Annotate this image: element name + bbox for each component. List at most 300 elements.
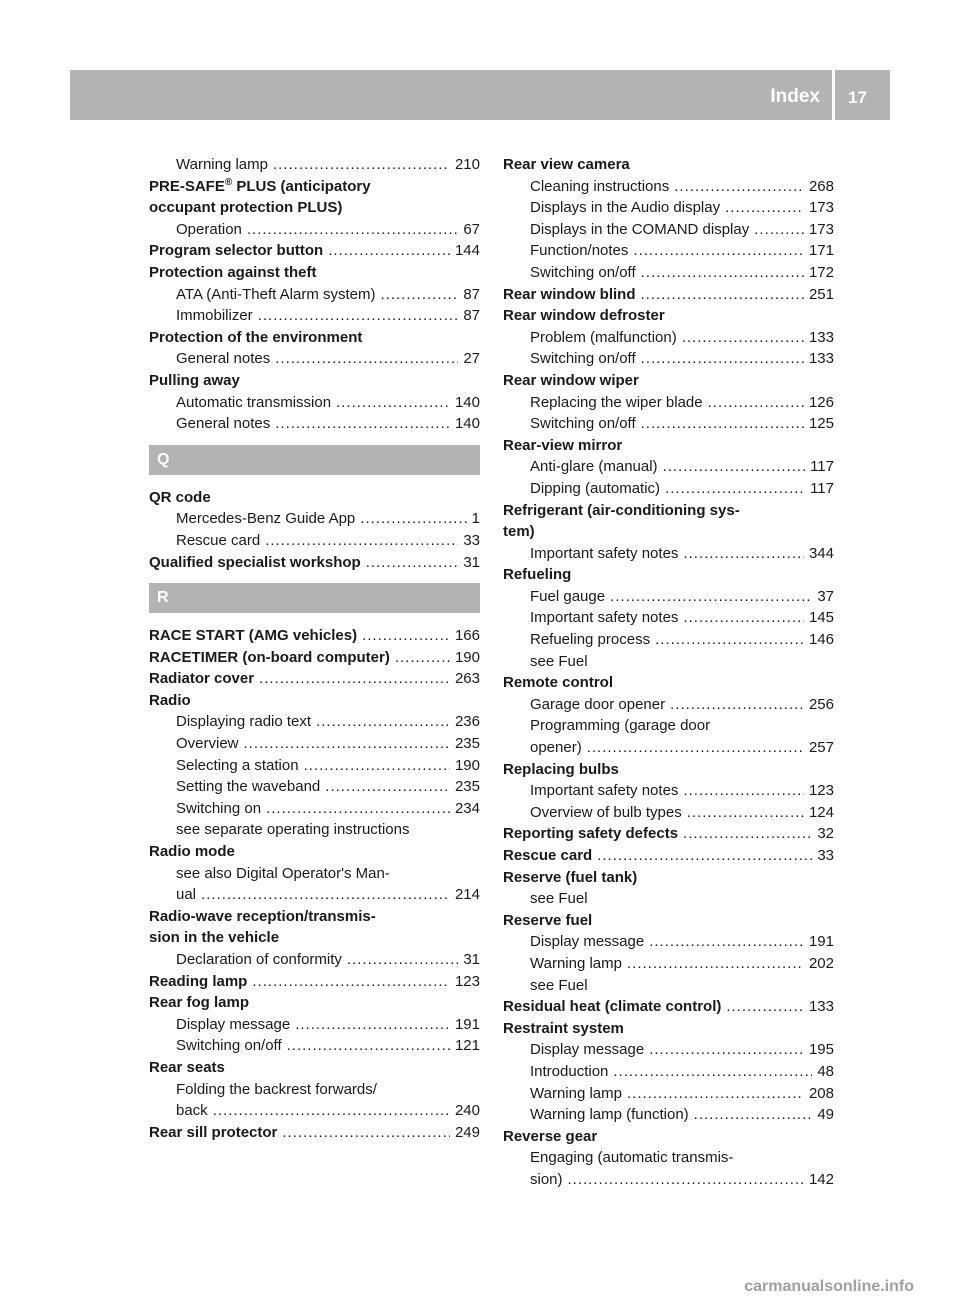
page-reference[interactable]: 133 bbox=[808, 328, 834, 346]
index-subentry[interactable] bbox=[503, 802, 834, 824]
entry-label: Switching on/off bbox=[530, 415, 636, 433]
section-header: Q bbox=[149, 445, 480, 475]
dot-leader bbox=[265, 530, 458, 552]
index-entry bbox=[149, 370, 480, 392]
entry-label: Dipping (automatic) bbox=[530, 479, 661, 497]
index-subentry bbox=[503, 651, 834, 673]
entry-label: Rescue card bbox=[503, 847, 593, 864]
page-reference[interactable]: 344 bbox=[808, 544, 834, 562]
dot-leader bbox=[244, 733, 450, 755]
page-reference[interactable]: 67 bbox=[463, 220, 480, 238]
page-reference[interactable]: 235 bbox=[454, 778, 480, 796]
index-entry bbox=[503, 154, 834, 176]
index-entry[interactable] bbox=[149, 971, 480, 993]
index-subentry[interactable] bbox=[149, 348, 480, 370]
page-reference[interactable]: 210 bbox=[454, 156, 480, 173]
index-subentry[interactable] bbox=[503, 1039, 834, 1061]
index-subentry[interactable] bbox=[149, 392, 480, 414]
index-entry bbox=[503, 564, 834, 586]
dot-leader bbox=[641, 413, 804, 435]
dot-leader bbox=[610, 586, 812, 608]
page-reference[interactable]: 240 bbox=[454, 1102, 480, 1120]
entry-label: see Fuel bbox=[530, 652, 588, 670]
index-entry[interactable] bbox=[149, 552, 480, 574]
entry-label: Setting the waveband bbox=[176, 778, 321, 796]
index-subentry[interactable] bbox=[503, 1169, 834, 1191]
entry-label: Cleaning instructions bbox=[530, 177, 670, 195]
dot-leader bbox=[687, 802, 804, 824]
index-column-left bbox=[149, 154, 480, 1143]
entry-label: Displays in the Audio display bbox=[530, 199, 721, 217]
entry-label: Refrigerant (air-conditioning sys- bbox=[503, 501, 740, 519]
index-subentry[interactable] bbox=[149, 305, 480, 327]
page-reference[interactable]: 48 bbox=[817, 1062, 834, 1080]
index-subentry[interactable] bbox=[503, 780, 834, 802]
entry-label: Introduction bbox=[530, 1062, 609, 1080]
page-reference[interactable]: 234 bbox=[454, 799, 480, 817]
dot-leader bbox=[259, 668, 450, 690]
index-subentry[interactable] bbox=[503, 240, 834, 262]
dot-leader bbox=[287, 1035, 450, 1057]
index-entry bbox=[503, 672, 834, 694]
index-subentry[interactable] bbox=[503, 586, 834, 608]
index-subentry[interactable] bbox=[503, 1104, 834, 1126]
entry-label: Reading lamp bbox=[149, 972, 248, 990]
entry-label: Radio bbox=[149, 691, 191, 709]
index-subentry[interactable] bbox=[149, 508, 480, 530]
entry-label: Fuel gauge bbox=[530, 587, 606, 605]
page-reference[interactable]: 144 bbox=[454, 242, 480, 260]
entry-label: Warning lamp (function) bbox=[530, 1106, 689, 1124]
index-subentry[interactable] bbox=[503, 694, 834, 716]
index-subentry[interactable] bbox=[149, 776, 480, 798]
entry-label: Warning lamp bbox=[530, 1084, 622, 1102]
entry-label: QR code bbox=[149, 488, 211, 506]
entry-label: Restraint system bbox=[503, 1019, 624, 1037]
dot-leader bbox=[316, 711, 450, 733]
page-reference[interactable]: 125 bbox=[808, 415, 834, 433]
index-entry bbox=[149, 841, 480, 863]
entry-label: Rear seats bbox=[149, 1058, 225, 1076]
entry-label: Overview of bulb types bbox=[530, 803, 682, 821]
page-reference[interactable]: 251 bbox=[808, 285, 834, 303]
index-subentry[interactable] bbox=[503, 953, 834, 975]
dot-leader bbox=[325, 776, 450, 798]
index-subentry[interactable] bbox=[503, 629, 834, 651]
entry-label: Rear window wiper bbox=[503, 371, 639, 389]
entry-label: Display message bbox=[176, 1015, 291, 1033]
index-entry bbox=[149, 690, 480, 712]
entry-label: Declaration of conformity bbox=[176, 951, 342, 968]
index-entry bbox=[503, 867, 834, 889]
page-reference[interactable]: 140 bbox=[454, 393, 480, 411]
page-reference[interactable]: 214 bbox=[454, 886, 480, 904]
index-subentry bbox=[503, 975, 834, 997]
dot-leader bbox=[670, 694, 804, 716]
entry-label: see separate operating instructions bbox=[176, 821, 410, 839]
page-reference[interactable]: 166 bbox=[454, 627, 480, 645]
index-subentry[interactable] bbox=[149, 1100, 480, 1122]
dot-leader bbox=[295, 1014, 450, 1036]
page-reference[interactable]: 133 bbox=[808, 350, 834, 368]
index-entry bbox=[149, 176, 480, 198]
index-entry bbox=[503, 759, 834, 781]
page-reference[interactable]: 173 bbox=[808, 220, 834, 238]
entry-label: Rescue card bbox=[176, 531, 261, 549]
entry-label: Important safety notes bbox=[530, 609, 679, 627]
page-reference[interactable]: 202 bbox=[808, 954, 834, 972]
entry-label: Rear window defroster bbox=[503, 307, 665, 325]
index-entry[interactable] bbox=[149, 1122, 480, 1144]
index-subentry[interactable] bbox=[149, 530, 480, 552]
entry-label: Anti-glare (manual) bbox=[530, 458, 658, 476]
dot-leader bbox=[613, 1061, 812, 1083]
page-reference[interactable]: 31 bbox=[463, 951, 480, 968]
dot-leader bbox=[273, 154, 450, 176]
page-reference[interactable]: 87 bbox=[463, 307, 480, 325]
entry-label: Rear window blind bbox=[503, 285, 636, 303]
index-subentry[interactable] bbox=[149, 154, 480, 176]
entry-label: Displaying radio text bbox=[176, 713, 312, 731]
page-reference[interactable]: 126 bbox=[808, 393, 834, 411]
entry-label: Reserve (fuel tank) bbox=[503, 868, 638, 886]
page-reference[interactable]: 32 bbox=[817, 825, 834, 843]
index-subentry bbox=[149, 1079, 480, 1101]
index-entry bbox=[503, 435, 834, 457]
dot-leader bbox=[683, 607, 804, 629]
entry-label: Protection against theft bbox=[149, 263, 317, 281]
index-entry bbox=[503, 370, 834, 392]
entry-label: Refueling process bbox=[530, 631, 651, 649]
index-subentry[interactable] bbox=[149, 884, 480, 906]
entry-label: see Fuel bbox=[530, 976, 588, 994]
page-number: 17 bbox=[848, 88, 867, 107]
entry-label: Rear-view mirror bbox=[503, 436, 623, 454]
page-reference[interactable]: 191 bbox=[454, 1015, 480, 1033]
index-subentry[interactable] bbox=[149, 1035, 480, 1057]
dot-leader bbox=[568, 1169, 804, 1191]
dot-leader bbox=[725, 197, 804, 219]
page-reference[interactable]: 257 bbox=[808, 739, 834, 757]
index-subentry bbox=[503, 888, 834, 910]
dot-leader bbox=[683, 543, 804, 565]
index-entry bbox=[149, 487, 480, 509]
dot-leader bbox=[641, 348, 804, 370]
entry-label: Rear fog lamp bbox=[149, 994, 250, 1012]
page-reference[interactable]: 190 bbox=[454, 648, 480, 666]
index-subentry[interactable] bbox=[149, 284, 480, 306]
index-entry bbox=[149, 992, 480, 1014]
page-reference[interactable]: 268 bbox=[808, 177, 834, 195]
entry-label: Qualified specialist workshop bbox=[149, 553, 361, 571]
index-subentry[interactable] bbox=[503, 543, 834, 565]
index-entry bbox=[503, 910, 834, 932]
dot-leader bbox=[252, 971, 450, 993]
index-subentry[interactable] bbox=[503, 392, 834, 414]
index-subentry[interactable] bbox=[149, 711, 480, 733]
dot-leader bbox=[304, 755, 450, 777]
entry-label: Warning lamp bbox=[176, 156, 268, 173]
dot-leader bbox=[213, 1100, 450, 1122]
page-reference[interactable]: 140 bbox=[454, 415, 480, 433]
dot-leader bbox=[395, 647, 450, 669]
entry-label: ual bbox=[176, 886, 197, 904]
index-subentry[interactable] bbox=[503, 607, 834, 629]
index-subentry[interactable] bbox=[503, 1061, 834, 1083]
index-entry[interactable] bbox=[503, 823, 834, 845]
page-reference[interactable]: 171 bbox=[808, 242, 834, 260]
dot-leader bbox=[649, 931, 804, 953]
page-reference[interactable]: 124 bbox=[808, 803, 834, 821]
entry-label: General notes bbox=[176, 350, 271, 368]
entry-label: Reporting safety defects bbox=[503, 825, 679, 843]
entry-label: Problem (malfunction) bbox=[530, 328, 677, 346]
dot-leader bbox=[683, 823, 812, 845]
page-reference[interactable]: 208 bbox=[808, 1084, 834, 1102]
page-reference[interactable]: 117 bbox=[810, 458, 834, 476]
dot-leader bbox=[682, 327, 804, 349]
index-subentry[interactable] bbox=[503, 737, 834, 759]
dot-leader bbox=[641, 284, 804, 306]
index-entry bbox=[149, 262, 480, 284]
page-reference[interactable]: 27 bbox=[463, 350, 480, 368]
entry-label: Replacing the wiper blade bbox=[530, 393, 703, 411]
index-entry bbox=[149, 1057, 480, 1079]
page-reference[interactable]: 195 bbox=[808, 1041, 834, 1059]
entry-label: Garage door opener bbox=[530, 695, 666, 713]
index-subentry[interactable] bbox=[503, 197, 834, 219]
page-reference[interactable]: 236 bbox=[454, 713, 480, 731]
dot-leader bbox=[708, 392, 804, 414]
dot-leader bbox=[627, 953, 804, 975]
index-entry bbox=[503, 305, 834, 327]
entry-label: Switching on/off bbox=[530, 350, 636, 368]
entry-label: Switching on/off bbox=[176, 1037, 282, 1055]
dot-leader bbox=[275, 413, 450, 435]
entry-label: opener) bbox=[530, 739, 582, 757]
entry-label: Display message bbox=[530, 933, 645, 951]
index-entry bbox=[503, 1018, 834, 1040]
entry-label: Protection of the environment bbox=[149, 328, 363, 346]
entry-label: Programming (garage door bbox=[530, 717, 711, 735]
entry-label: Automatic transmission bbox=[176, 393, 332, 411]
page-reference[interactable]: 190 bbox=[454, 756, 480, 774]
dot-leader bbox=[587, 737, 804, 759]
registered-mark: ® bbox=[224, 176, 233, 188]
entry-label: Rear sill protector bbox=[149, 1123, 278, 1141]
entry-label: Warning lamp bbox=[530, 954, 622, 972]
entry-label: Engaging (automatic transmis- bbox=[530, 1149, 734, 1167]
page-reference[interactable]: 263 bbox=[454, 670, 480, 688]
index-entry[interactable] bbox=[149, 240, 480, 262]
dot-leader bbox=[362, 625, 450, 647]
dot-leader bbox=[282, 1122, 450, 1144]
index-entry[interactable] bbox=[503, 996, 834, 1018]
index-entry bbox=[149, 197, 480, 219]
page-reference[interactable]: 31 bbox=[463, 553, 480, 571]
dot-leader bbox=[683, 780, 804, 802]
entry-label: Important safety notes bbox=[530, 782, 679, 800]
index-entry bbox=[503, 500, 834, 522]
index-subentry bbox=[149, 863, 480, 885]
dot-leader bbox=[665, 478, 805, 500]
page-reference[interactable]: 249 bbox=[454, 1123, 480, 1141]
entry-label: Remote control bbox=[503, 674, 614, 692]
dot-leader bbox=[360, 508, 466, 530]
page-reference[interactable]: 121 bbox=[454, 1037, 480, 1055]
dot-leader bbox=[275, 348, 458, 370]
page-reference[interactable]: 123 bbox=[454, 972, 480, 990]
dot-leader bbox=[655, 629, 804, 651]
page-reference[interactable]: 33 bbox=[817, 847, 834, 864]
page-reference[interactable]: 123 bbox=[808, 782, 834, 800]
index-entry[interactable] bbox=[503, 284, 834, 306]
entry-label: Selecting a station bbox=[176, 756, 299, 774]
dot-leader bbox=[726, 996, 804, 1018]
entry-label: Important safety notes bbox=[530, 544, 679, 562]
dot-leader bbox=[258, 305, 459, 327]
dot-leader bbox=[366, 552, 459, 574]
page-reference[interactable]: 142 bbox=[808, 1170, 834, 1188]
dot-leader bbox=[336, 392, 450, 414]
entry-label: ATA (Anti-Theft Alarm system) bbox=[176, 285, 376, 303]
dot-leader bbox=[641, 262, 804, 284]
entry-label: Refueling bbox=[503, 566, 572, 584]
index-entry bbox=[149, 327, 480, 349]
index-entry bbox=[149, 906, 480, 928]
index-subentry[interactable] bbox=[149, 1014, 480, 1036]
header-divider bbox=[832, 70, 835, 120]
index-subentry[interactable] bbox=[503, 348, 834, 370]
entry-label: Residual heat (climate control) bbox=[503, 998, 722, 1016]
entry-label: Radio-wave reception/transmis- bbox=[149, 907, 376, 925]
dot-leader bbox=[347, 949, 458, 971]
dot-leader bbox=[266, 798, 450, 820]
entry-label: Reserve fuel bbox=[503, 911, 593, 929]
page-reference[interactable]: 235 bbox=[454, 735, 480, 753]
page-reference[interactable]: 133 bbox=[808, 998, 834, 1016]
dot-leader bbox=[674, 176, 804, 198]
dot-leader bbox=[247, 219, 458, 241]
watermark: carmanualsonline.info bbox=[744, 1278, 914, 1295]
dot-leader bbox=[649, 1039, 804, 1061]
entry-label: sion) bbox=[530, 1170, 563, 1188]
index-entry[interactable] bbox=[503, 845, 834, 867]
page-reference[interactable]: 37 bbox=[817, 587, 834, 605]
dot-leader bbox=[597, 845, 812, 867]
page-reference[interactable]: 145 bbox=[808, 609, 834, 627]
index-subentry[interactable] bbox=[503, 456, 834, 478]
index-subentry[interactable] bbox=[149, 413, 480, 435]
index-subentry[interactable] bbox=[503, 1083, 834, 1105]
page-reference[interactable]: 172 bbox=[808, 263, 834, 281]
entry-label: RACE START (AMG vehicles) bbox=[149, 627, 358, 645]
index-column-right bbox=[503, 154, 834, 1191]
page-reference[interactable]: 87 bbox=[463, 285, 480, 303]
entry-label: General notes bbox=[176, 415, 271, 433]
index-subentry[interactable] bbox=[503, 176, 834, 198]
page-reference[interactable]: 117 bbox=[810, 479, 834, 497]
index-entry bbox=[149, 927, 480, 949]
section-header: R bbox=[149, 583, 480, 613]
index-subentry[interactable] bbox=[503, 931, 834, 953]
entry-label: Immobilizer bbox=[176, 307, 253, 325]
dot-leader bbox=[201, 884, 450, 906]
entry-label: Radiator cover bbox=[149, 670, 255, 688]
dot-leader bbox=[328, 240, 450, 262]
entry-label: see also Digital Operator's Man- bbox=[176, 864, 390, 882]
index-entry[interactable] bbox=[149, 668, 480, 690]
page-title: Index bbox=[770, 86, 820, 107]
index-subentry[interactable] bbox=[503, 219, 834, 241]
entry-label: Overview bbox=[176, 735, 239, 753]
index-entry[interactable] bbox=[149, 625, 480, 647]
entry-label: tem) bbox=[503, 523, 535, 541]
index-entry bbox=[503, 1126, 834, 1148]
entry-label: Program selector button bbox=[149, 242, 324, 260]
index-subentry bbox=[149, 819, 480, 841]
index-subentry[interactable] bbox=[149, 733, 480, 755]
page-reference[interactable]: 146 bbox=[808, 631, 834, 649]
index-subentry[interactable] bbox=[149, 949, 480, 971]
index-subentry bbox=[503, 1147, 834, 1169]
entry-label: RACETIMER (on-board computer) bbox=[149, 648, 390, 666]
entry-label: Display message bbox=[530, 1041, 645, 1059]
page-reference[interactable]: 256 bbox=[808, 695, 834, 713]
page-reference[interactable]: 191 bbox=[808, 933, 834, 951]
entry-label: Switching on bbox=[176, 799, 262, 817]
index-subentry[interactable] bbox=[503, 327, 834, 349]
index-subentry[interactable] bbox=[503, 262, 834, 284]
dot-leader bbox=[633, 240, 804, 262]
entry-label: see Fuel bbox=[530, 890, 588, 908]
index-entry bbox=[503, 521, 834, 543]
index-entry[interactable] bbox=[149, 647, 480, 669]
dot-leader bbox=[380, 284, 458, 306]
dot-leader bbox=[754, 219, 804, 241]
page-reference[interactable]: 33 bbox=[463, 531, 480, 549]
entry-label: Pulling away bbox=[149, 371, 240, 389]
entry-label: occupant protection PLUS) bbox=[149, 199, 343, 217]
entry-label: Function/notes bbox=[530, 242, 629, 260]
entry-label: back bbox=[176, 1102, 208, 1120]
entry-label: Mercedes-Benz Guide App bbox=[176, 510, 356, 528]
entry-label: sion in the vehicle bbox=[149, 929, 280, 947]
header-band bbox=[70, 70, 890, 120]
index-subentry[interactable] bbox=[503, 478, 834, 500]
dot-leader bbox=[627, 1083, 804, 1105]
entry-label: Radio mode bbox=[149, 843, 235, 861]
dot-leader bbox=[694, 1104, 813, 1126]
page-reference[interactable]: 173 bbox=[808, 199, 834, 217]
entry-label: Replacing bulbs bbox=[503, 760, 619, 778]
index-subentry[interactable] bbox=[149, 798, 480, 820]
index-subentry[interactable] bbox=[149, 755, 480, 777]
entry-label: Folding the backrest forwards/ bbox=[176, 1080, 377, 1098]
entry-label: PRE-SAFE® PLUS (anticipatory bbox=[149, 176, 371, 195]
page-reference[interactable]: 49 bbox=[817, 1106, 834, 1124]
entry-label: Displays in the COMAND display bbox=[530, 220, 750, 238]
dot-leader bbox=[663, 456, 806, 478]
index-subentry bbox=[503, 715, 834, 737]
entry-label: Switching on/off bbox=[530, 263, 636, 281]
index-subentry[interactable] bbox=[503, 413, 834, 435]
index-subentry[interactable] bbox=[149, 219, 480, 241]
page-reference[interactable]: 1 bbox=[471, 510, 480, 528]
entry-label: Operation bbox=[176, 220, 242, 238]
entry-label: Rear view camera bbox=[503, 156, 630, 173]
entry-label: Reverse gear bbox=[503, 1127, 598, 1145]
